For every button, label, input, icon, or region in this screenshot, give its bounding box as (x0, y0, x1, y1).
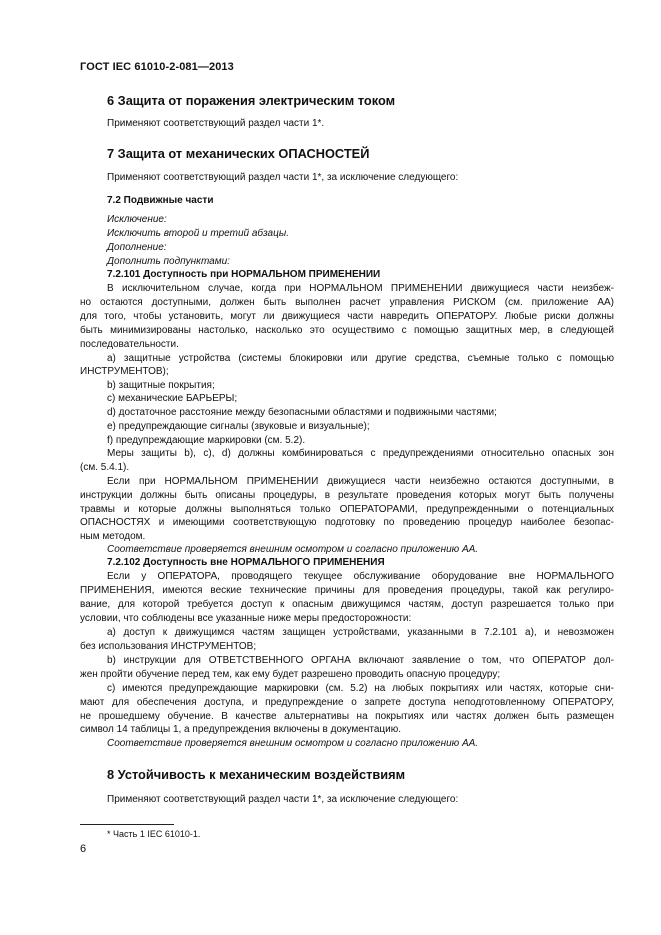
note-exception-text: Исключить второй и третий абзацы. (107, 228, 289, 239)
list-item-b-cont: жен пройти обучение перед тем, как ему будет разрешено проводить опасную процедуру; (80, 669, 501, 680)
clause-7-2-101-title: 7.2.101 Доступность при НОРМАЛЬНОМ ПРИМЕНЕНИИ (107, 269, 381, 280)
footnote-divider (80, 824, 174, 825)
paragraph-line: Если у ОПЕРАТОРА, проводящего текущее обслуживание оборудование вне НОРМАЛЬНОГО (107, 571, 614, 582)
section-6-text: Применяют соответствующий раздел части 1*. (107, 118, 325, 129)
list-item-a: a) доступ к движущимся частям защищен устройствами, указанными в 7.2.101 a), и невозможен (107, 627, 614, 638)
paragraph-line: последовательности. (80, 339, 179, 350)
compliance-note-101: Соответствие проверяется внешним осмотром и согласно приложению АА. (107, 544, 479, 555)
list-item-c: c) имеются предупреждающие маркировки (см. 5.2) на любых покрытиях или частях, которые сни- (107, 683, 614, 694)
paragraph-line: быть минимизированы настолько, насколько это осуществимо с помощью защитных мер, в следующей (80, 325, 614, 336)
section-6-title: 6 Защита от поражения электрическим током (107, 93, 396, 108)
subsection-7-2-title: 7.2 Подвижные части (107, 195, 214, 206)
list-item-a-cont: ИНСТРУМЕНТОВ); (80, 366, 169, 377)
section-8-text: Применяют соответствующий раздел части 1*, за исключение следующего: (107, 794, 459, 805)
list-item-c-cont: символ 14 таблицы 1, а предупреждения включены в документацию. (80, 724, 401, 735)
paragraph-line: Если при НОРМАЛЬНОМ ПРИМЕНЕНИИ движущиеся части неизбежно остаются доступными, в (107, 476, 614, 487)
note-addition-text: Дополнить подпунктами: (107, 256, 230, 267)
list-item-b: b) инструкции для ОТВЕТСТВЕННОГО ОРГАНА включают заявление о том, что ОПЕРАТОР дол- (107, 655, 614, 666)
list-item-b: b) защитные покрытия; (107, 380, 215, 391)
note-addition-label: Дополнение: (107, 242, 167, 253)
paragraph-line: ным методом. (80, 531, 146, 542)
paragraph-line: В исключительном случае, когда при НОРМАЛЬНОМ ПРИМЕНЕНИИ движущиеся части неизбеж- (107, 283, 614, 294)
list-item-f: f) предупреждающие маркировки (см. 5.2). (107, 435, 306, 446)
paragraph-line: инструкции должны быть описаны процедуры, в результате проведения которых могут быть получены (80, 490, 614, 501)
combine-line: Меры защиты b), c), d) должны комбинироваться с предупреждениями относительно опасных зон (107, 448, 614, 459)
note-exception-label: Исключение: (107, 214, 167, 225)
list-item-a-cont: без использования ИНСТРУМЕНТОВ; (80, 641, 257, 652)
paragraph-line: вание, для которой требуется доступ к опасным движущимся частям, доступ разрешается только при (80, 599, 614, 610)
paragraph-line: травмы и которые должны выполняться только ОПЕРАТОРАМИ, предупрежденными о потенциальных (80, 504, 614, 515)
list-item-c-cont: мают для обеспечения доступа, и предупреждение о запрете доступа неподготовленному ОПЕРАТОРУ, (80, 697, 614, 708)
paragraph-line: ПРИМЕНЕНИЯ, имеются веские технические причины для проведения процедуры, такой как регулиро- (80, 585, 614, 596)
list-item-c: c) механические БАРЬЕРЫ; (107, 393, 238, 404)
list-item-a: a) защитные устройства (системы блокировки или другие средства, съемные только с помощью (107, 353, 614, 364)
combine-line-cont: (см. 5.4.1). (80, 462, 130, 473)
page-number: 6 (80, 843, 87, 855)
list-item-d: d) достаточное расстояние между безопасными областями и подвижными частями; (107, 407, 497, 418)
clause-7-2-102-title: 7.2.102 Доступность вне НОРМАЛЬНОГО ПРИМЕНЕНИЯ (107, 557, 385, 568)
section-7-title: 7 Защита от механических ОПАСНОСТЕЙ (107, 146, 370, 161)
standard-header: ГОСТ IEC 61010-2-081—2013 (80, 61, 234, 73)
list-item-e: e) предупреждающие сигналы (звуковые и визуальные); (107, 421, 370, 432)
paragraph-line: условии, что соблюдены все указанные ниже меры предосторожности: (80, 613, 412, 624)
paragraph-line: ОПАСНОСТЯХ и имеющими соответствующую подготовку по проведению процедур наиболее безопас- (80, 517, 614, 528)
section-7-text: Применяют соответствующий раздел части 1*, за исключение следующего: (107, 172, 459, 183)
paragraph-line: для того, чтобы установить, могут ли движущиеся части навредить ОПЕРАТОРУ. Любые риски должны (80, 311, 614, 322)
section-8-title: 8 Устойчивость к механическим воздействиям (107, 767, 406, 782)
footnote: * Часть 1 IEC 61010-1. (107, 829, 201, 839)
list-item-c-cont: не прошедшему обучение. В качестве альтернативы на покрытиях или частях должен быть размещен (80, 711, 614, 722)
compliance-note-102: Соответствие проверяется внешним осмотром и согласно приложению АА. (107, 738, 479, 749)
paragraph-line: но остаются доступными, должен быть выполнен расчет управления РИСКОМ (см. приложение АА) (80, 297, 614, 308)
